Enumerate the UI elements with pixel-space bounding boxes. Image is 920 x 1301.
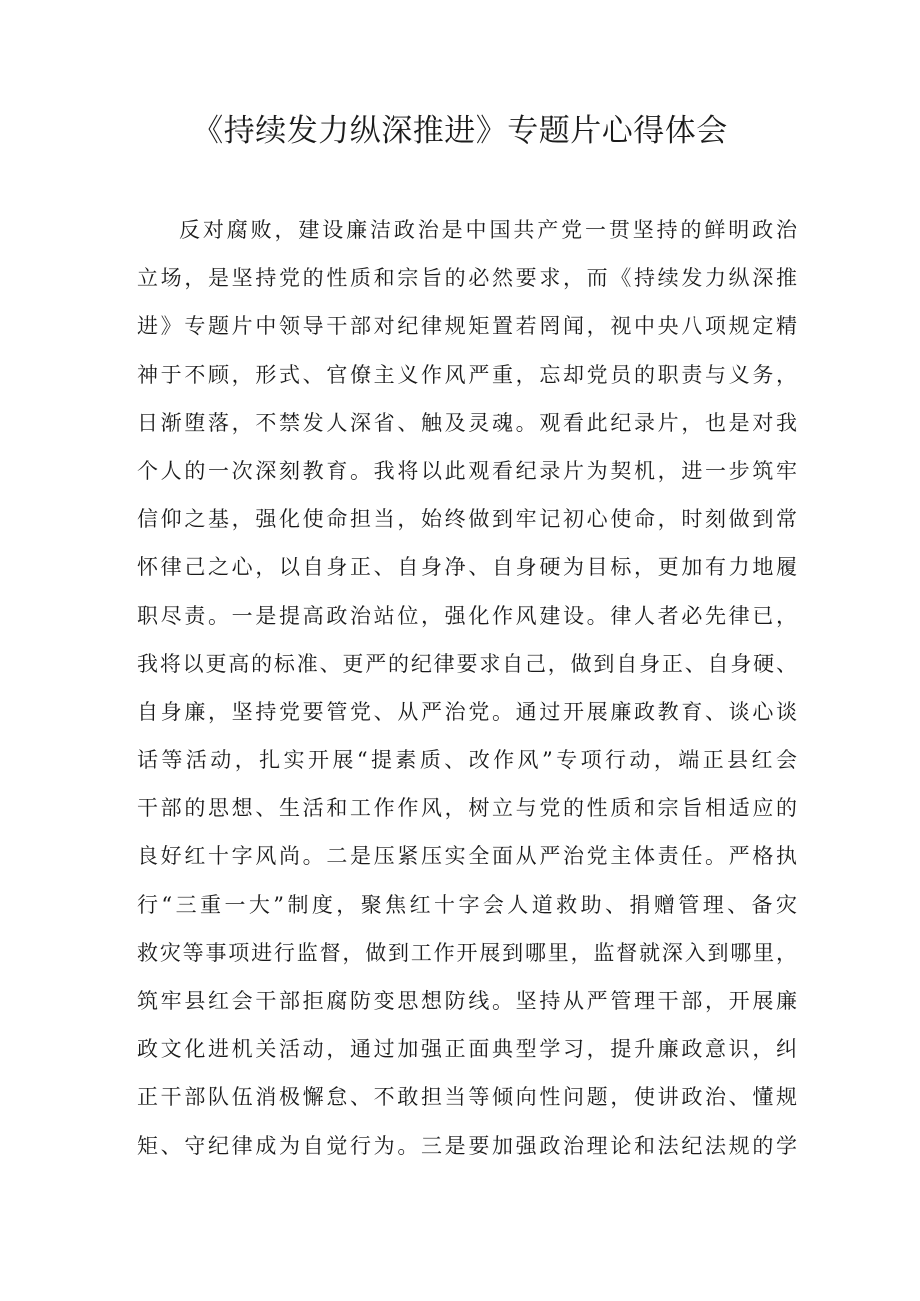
paragraph-line: 正干部队伍消极懈怠、不敢担当等倾向性问题，使讲政治、懂规 — [137, 1085, 797, 1110]
paragraph-line: 矩、守纪律成为自觉行为。三是要加强政治理论和法纪法规的学 — [137, 1133, 797, 1158]
body-paragraph — [137, 206, 797, 1170]
paragraph-line: 话等活动，扎实开展“提素质、改作风”专项行动，端正县红会 — [137, 748, 797, 773]
paragraph-line: 政文化进机关活动，通过加强正面典型学习，提升廉政意识，纠 — [137, 1037, 797, 1062]
paragraph-line: 良好红十字风尚。二是压紧压实全面从严治党主体责任。严格执 — [137, 844, 797, 869]
paragraph-line: 自身廉，坚持党要管党、从严治党。通过开展廉政教育、谈心谈 — [137, 699, 797, 724]
paragraph-line: 信仰之基，强化使命担当，始终做到牢记初心使命，时刻做到常 — [137, 507, 797, 532]
paragraph-line: 救灾等事项进行监督，做到工作开展到哪里，监督就深入到哪里， — [137, 940, 797, 965]
paragraph-line: 个人的一次深刻教育。我将以此观看纪录片为契机，进一步筑牢 — [137, 458, 797, 483]
document-title: 《持续发力纵深推进》专题片心得体会 — [192, 113, 728, 149]
paragraph-line: 我将以更高的标准、更严的纪律要求自己，做到自身正、自身硬、 — [137, 651, 797, 676]
paragraph-line: 干部的思想、生活和工作作风，树立与党的性质和宗旨相适应的 — [137, 796, 797, 821]
paragraph-line: 神于不顾，形式、官僚主义作风严重，忘却党员的职责与义务， — [137, 362, 797, 387]
paragraph-line: 怀律己之心，以自身正、自身净、自身硬为目标，更加有力地履 — [137, 555, 797, 580]
paragraph-line: 日渐堕落，不禁发人深省、触及灵魂。观看此纪录片，也是对我 — [137, 410, 797, 435]
paragraph-line: 职尽责。一是提高政治站位，强化作风建设。律人者必先律已， — [137, 603, 797, 628]
paragraph-line: 行“三重一大”制度，聚焦红十字会人道救助、捐赠管理、备灾 — [137, 892, 797, 917]
paragraph-line: 反对腐败，建设廉洁政治是中国共产党一贯坚持的鲜明政治 — [179, 218, 797, 242]
paragraph-line: 立场，是坚持党的性质和宗旨的必然要求，而《持续发力纵深推 — [137, 266, 797, 291]
paragraph-line: 进》专题片中领导干部对纪律规矩置若罔闻，视中央八项规定精 — [137, 314, 797, 339]
paragraph-line: 筑牢县红会干部拒腐防变思想防线。坚持从严管理干部，开展廉 — [137, 989, 797, 1013]
